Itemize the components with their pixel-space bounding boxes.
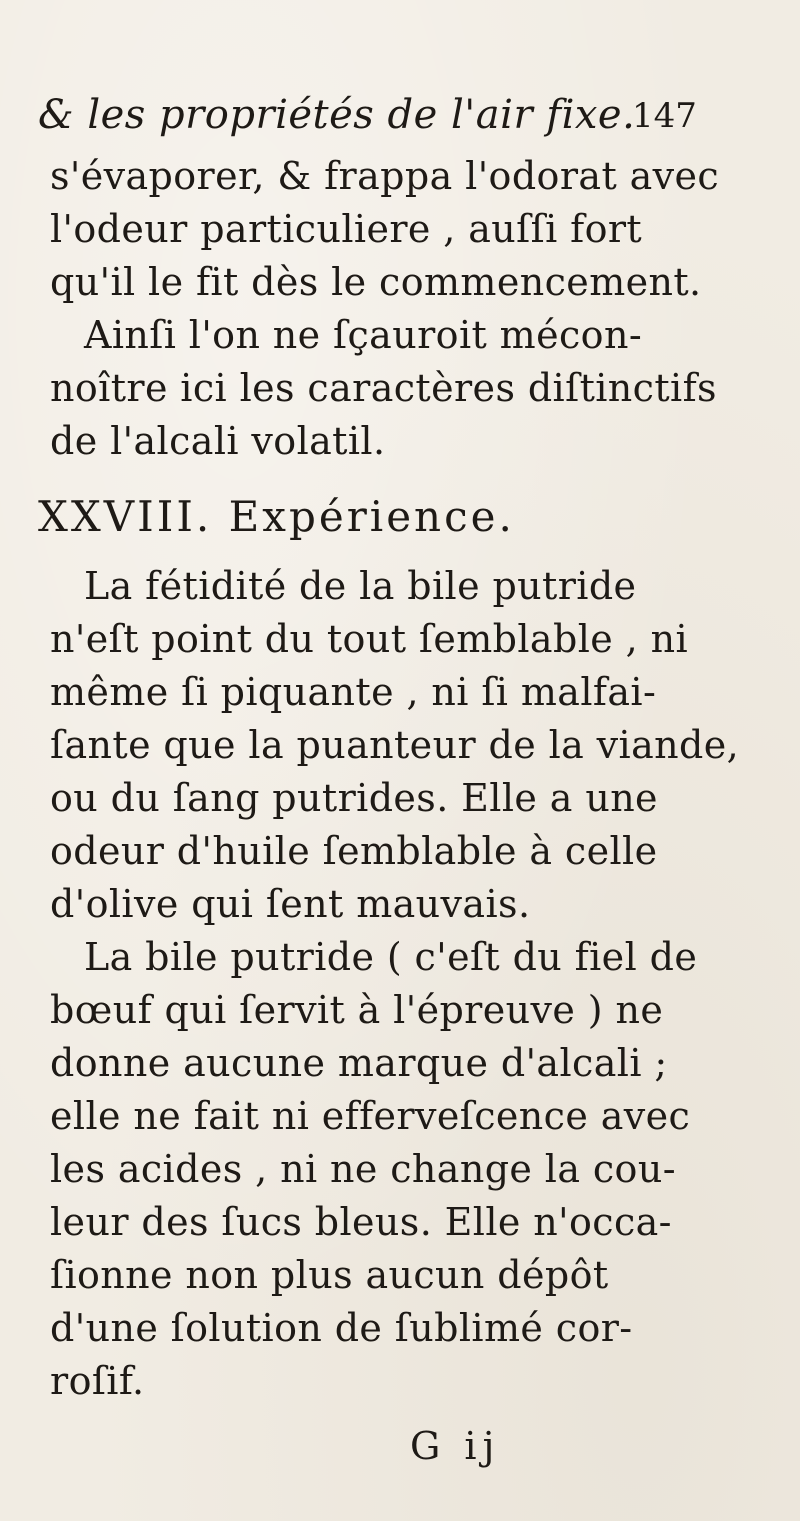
running-head: & les propriétés de l'air fixe.	[38, 92, 636, 138]
text-line: noître ici les caractères diſtinctifs	[50, 366, 717, 410]
text-line: elle ne fait ni efferveſcence avec	[50, 1094, 691, 1138]
text-line: de l'alcali volatil.	[50, 419, 386, 463]
signature-mark: G ij	[410, 1424, 501, 1468]
text-line: ſionne non plus aucun dépôt	[50, 1253, 609, 1297]
spacer	[50, 546, 770, 560]
text-line: leur des ſucs bleus. Elle n'occa-	[50, 1200, 672, 1244]
text-line: bœuf qui ſervit à l'épreuve ) ne	[50, 988, 664, 1032]
text-line: odeur d'huile ſemblable à celle	[50, 829, 658, 873]
text-line: ſante que la puanteur de la viande,	[50, 723, 740, 767]
page-number: 147	[632, 96, 697, 136]
text-line: donne aucune marque d'alcali ;	[50, 1041, 668, 1085]
text-line: qu'il le fit dès le commencement.	[50, 260, 702, 304]
text-line: ou du ſang putrides. Elle a une	[50, 776, 658, 820]
text-line: d'une ſolution de ſublimé cor-	[50, 1306, 633, 1350]
text-line: l'odeur particuliere , auſſi fort	[50, 207, 643, 251]
text-line: les acides , ni ne change la cou-	[50, 1147, 676, 1191]
body-text	[38, 150, 770, 1408]
text-line: n'eſt point du tout ſemblable , ni	[50, 617, 689, 661]
text-line: La fétidité de la bile putride	[84, 564, 637, 608]
page-header	[38, 92, 697, 152]
section-heading: XXVIII. Expérience.	[38, 492, 515, 541]
text-line: Ainſi l'on ne ſçauroit mécon-	[84, 313, 643, 357]
text-line: s'évaporer, & frappa l'odorat avec	[50, 154, 720, 198]
text-line: même ſi piquante , ni ſi malfai-	[50, 670, 657, 714]
text-line: roſif.	[50, 1359, 145, 1403]
spacer	[50, 468, 770, 488]
text-line: d'olive qui ſent mauvais.	[50, 882, 531, 926]
text-line: La bile putride ( c'eſt du fiel de	[84, 935, 698, 979]
